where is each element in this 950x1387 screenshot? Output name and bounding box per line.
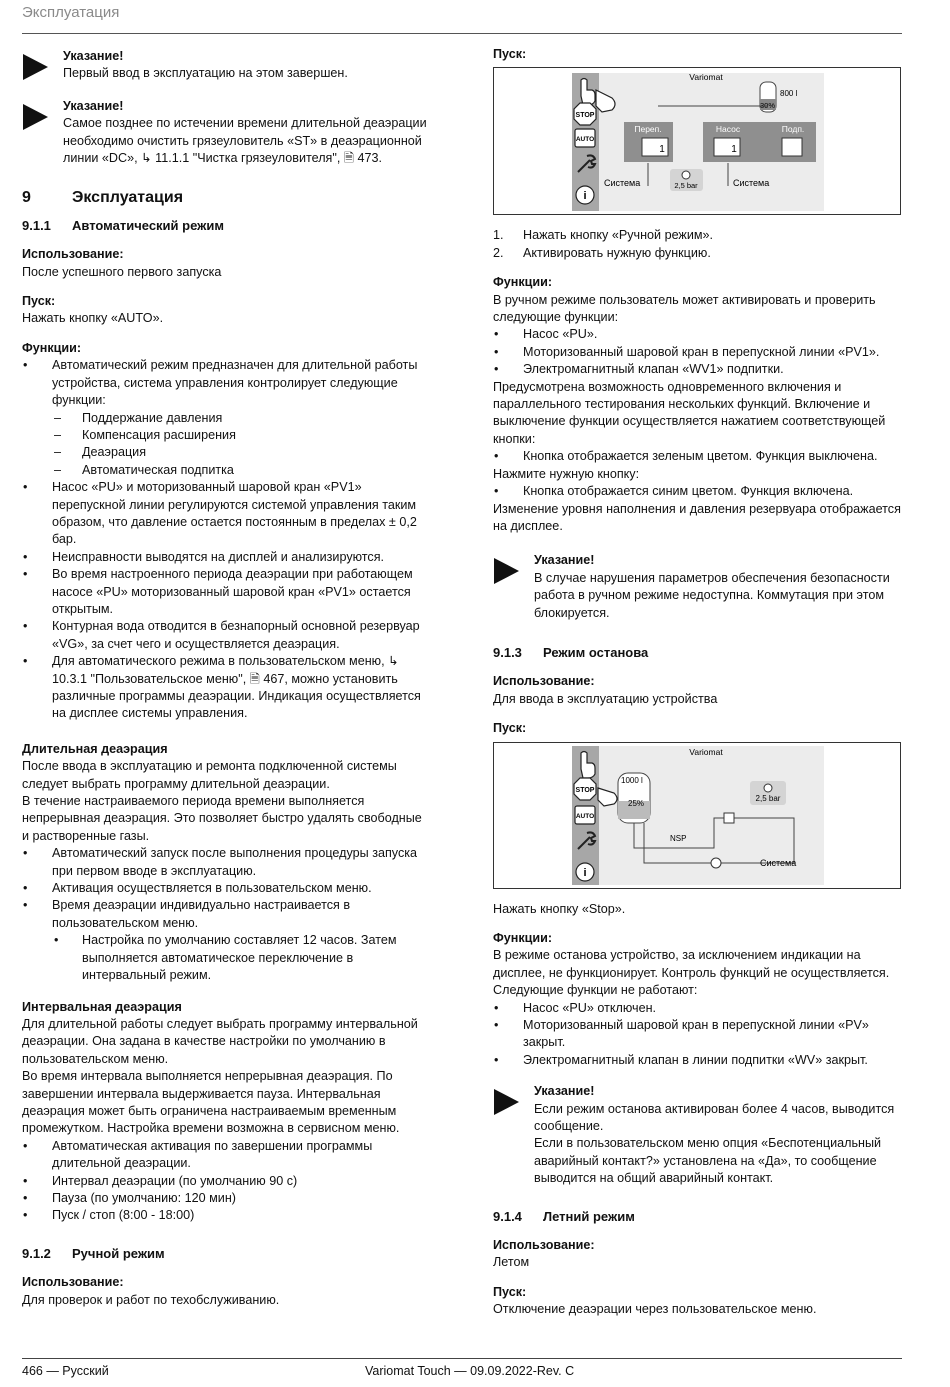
start-label: Пуск: [22, 294, 56, 309]
auto-label: AUTO [575, 136, 595, 144]
info-icon [576, 186, 594, 204]
paragraph: Изменение уровня наполнения и давления резервуара отображается на дисплее. [493, 501, 901, 533]
note-text: Первый ввод в эксплуатацию на этом завершен. [63, 66, 348, 81]
system-label-right: Система [733, 178, 770, 189]
stop-sign-icon [574, 778, 596, 800]
use-text: Для проверок и работ по техобслуживанию. [22, 1292, 280, 1307]
use-text: Для ввода в эксплуатацию устройства [493, 691, 718, 706]
subsection-title: Летний режим [543, 1208, 635, 1224]
system-label-left: Система [604, 178, 641, 189]
refill-valve-icon [782, 138, 802, 156]
list-item: • Автоматический запуск после выполнения процедуры запуска при первом вводе в эксплуатацию. [22, 845, 432, 880]
screen-title: Variomat [689, 72, 723, 83]
paragraph: Предусмотрена возможность одновременного включения и параллельного тестирования нескольких функций. Включение и выключение функции осуществляется нажатием соответствующей кнопки: [493, 379, 886, 446]
note-text: Если режим останова активирован более 4 часов, выводится сообщение. [534, 1101, 895, 1134]
section-title: Эксплуатация [72, 189, 184, 207]
nsp-label: NSP [670, 833, 687, 843]
button-state-list [493, 448, 903, 465]
stop-label: STOP [575, 786, 595, 794]
auto-button-icon [575, 129, 595, 147]
list-item: • Автоматический режим предназначен для длительной работы устройства, система управления контролирует следующие функции: – Поддержание давления – Компенсация расширения – Деаэрация – Автоматическая подпитка [22, 357, 432, 479]
functions-label: Функции: [493, 930, 553, 945]
vessel-volume: 1000 l [621, 775, 643, 785]
gauge-icon [682, 171, 690, 179]
note-title: Указание! [534, 553, 595, 568]
use-label: Использование: [22, 1275, 124, 1290]
start-text: Отключение деаэрации через пользовательское меню. [493, 1302, 817, 1317]
subsection-title: Автоматический режим [72, 217, 224, 233]
use-label: Использование: [493, 674, 595, 689]
paragraph: В ручном режиме пользователь может активировать и проверить следующие функции: [493, 292, 876, 325]
screen-title: Variomat [689, 746, 723, 757]
figure-stop-mode [493, 742, 901, 889]
pump-button-label: Насос [715, 124, 741, 135]
auto-button-icon [575, 806, 595, 824]
paragraph: Нажмите нужную кнопку: [493, 466, 640, 481]
use-label: Использование: [22, 247, 124, 262]
list-item: • Насос «PU» и моторизованный шаровой кран «PV1» перепускной линии регулируются системой управления таким образом, что давление остается постоянным в пределах ± 0,2 бар. [22, 479, 432, 549]
paragraph: В течение настраиваемого периода времени выполняется непрерывная деаэрация. Это позволяет быстро удалять свободные и растворенные газы. [22, 794, 422, 843]
interval-deaeration-label: Интервальная деаэрация [22, 999, 182, 1014]
note-arrow-icon [494, 558, 519, 584]
list-item: – Автоматическая подпитка [52, 462, 432, 479]
sub-list [52, 932, 432, 984]
note-text: Если в пользовательском меню опция «Беспотенциальный аварийный контакт?» установлена на «Да», то сообщение выводится на общий аварийный контакт. [534, 1136, 882, 1186]
list-item: 1. Нажать кнопку «Ручной режим». [493, 228, 714, 243]
note-arrow-icon [494, 1089, 519, 1115]
subsection-heading-912 [22, 1245, 432, 1262]
functions-list [22, 357, 432, 723]
steps-list [493, 227, 903, 262]
pressure-value: 2,5 bar [755, 793, 781, 803]
list-item: 2. Активировать нужную функцию. [493, 245, 711, 260]
left-column [22, 44, 432, 1309]
list-item: • Автоматическая активация по завершении программы длительной деаэрации. [22, 1138, 432, 1173]
note-line: линии «DC», ↳ 11.1.1 "Чистка грязеуловителя", 🗎 473. [63, 151, 382, 166]
figure-manual-mode [493, 67, 901, 215]
note-title: Указание! [63, 49, 124, 63]
list-item: • Для автоматического режима в пользовательском меню, ↳ 10.3.1 "Пользовательское меню", 🗎 467, можно установить различные программы деаэрации. Индикация осуществляется на дисплее системы управления. [22, 653, 432, 723]
list-item: • Насос «PU». [493, 326, 903, 343]
refill-button-label: Подп. [781, 124, 805, 135]
info-icon [576, 863, 594, 881]
list-item: • Электромагнитный клапан в линии подпитки «WV» закрыт. [493, 1052, 903, 1069]
button-state-list [493, 483, 903, 500]
stop-sign-icon [574, 103, 596, 125]
start-label: Пуск: [493, 721, 527, 736]
subsection-heading-913 [493, 644, 903, 661]
bypass-button-label: Переп. [634, 124, 662, 135]
footer-page-number: 466 — Русский [22, 1364, 109, 1378]
list-item: • Интервал деаэрации (по умолчанию 90 с) [22, 1173, 432, 1190]
svg-text:i: i [583, 866, 587, 879]
header-divider [22, 33, 902, 34]
pump-value: 1 [731, 144, 737, 156]
pump-icon [711, 858, 721, 868]
list-item: • Активация осуществляется в пользовательском меню. [22, 880, 432, 897]
functions-list [493, 326, 903, 378]
long-deaeration-list [22, 845, 432, 984]
note-line: Самое позднее по истечении времени длительной деаэрации [63, 116, 427, 131]
vessel-level: 25% [628, 798, 645, 808]
list-item: • Контурная вода отводится в безнапорный основной резервуар «VG», за счет чего и осуществляется деаэрация. [22, 618, 432, 653]
stop-mode-screen [494, 743, 900, 888]
subsection-heading-911 [22, 217, 432, 234]
dash-list [52, 410, 432, 480]
note-strainer [22, 98, 432, 168]
vessel-level: 30% [760, 101, 776, 111]
use-text: После успешного первого запуска [22, 264, 222, 279]
manual-mode-screen [494, 68, 900, 214]
subsection-title: Ручной режим [72, 1245, 165, 1261]
footer-divider [22, 1358, 902, 1359]
start-text: Нажать кнопку «AUTO». [22, 311, 164, 326]
list-item: • Настройка по умолчанию составляет 12 часов. Затем выполняется автоматическое переключение в интервальный режим. [52, 932, 432, 984]
bypass-value: 1 [659, 144, 665, 156]
list-item: • Пуск / стоп (8:00 - 18:00) [22, 1207, 432, 1224]
svg-text:i: i [583, 190, 587, 203]
system-label: Система [760, 857, 797, 868]
section-heading [22, 189, 432, 206]
list-item: • Электромагнитный клапан «WV1» подпитки. [493, 361, 903, 378]
paragraph: После ввода в эксплуатацию и ремонта подключенной системы следует выбрать программу длительной деаэрации. [22, 759, 397, 791]
pressure-value: 2,5 bar [674, 181, 698, 191]
stop-instruction: Нажать кнопку «Stop». [493, 901, 626, 916]
footer-document-info: Variomat Touch — 09.09.2022-Rev. C [365, 1364, 575, 1378]
subsection-number: 9.1.3 [493, 644, 522, 660]
paragraph: Во время интервала выполняется непрерывная деаэрация. По завершении интервала выдерживается пауза. Интервальная деаэрация может быть ограничена настраиваемым временным промежутком. Настройка времени возможна в сервисном меню. [22, 1069, 400, 1136]
interval-list [22, 1138, 432, 1225]
note-line: необходимо очистить грязеуловитель «ST» в деаэрационной [63, 133, 422, 148]
valve-icon [724, 813, 734, 823]
note-title: Указание! [63, 98, 124, 113]
note-text: В случае нарушения параметров обеспечения безопасности работа в ручном режиме недоступна. Коммутация при этом блокируется. [534, 570, 890, 620]
right-column [493, 44, 903, 1319]
disabled-functions-list [493, 1000, 903, 1070]
list-item: • Моторизованный шаровой кран в перепускной линии «PV» закрыт. [493, 1017, 903, 1052]
note-arrow-icon [23, 104, 48, 130]
auto-label: AUTO [575, 812, 595, 820]
start-label: Пуск: [493, 47, 527, 61]
list-item: – Деаэрация [52, 444, 432, 461]
start-label: Пуск: [493, 1284, 527, 1299]
list-item: • Во время настроенного периода деаэрации при работающем насосе «PU» моторизованный шаровой кран «PV1» остается открытым. [22, 566, 432, 618]
list-item: • Насос «PU» отключен. [493, 1000, 903, 1017]
header-title: Эксплуатация [22, 4, 120, 21]
note-stop-duration [493, 1083, 903, 1187]
use-text: Летом [493, 1255, 530, 1270]
functions-label: Функции: [22, 340, 82, 355]
vessel-volume: 800 l [780, 89, 798, 99]
list-item: – Компенсация расширения [52, 427, 432, 444]
note-first-commissioning [22, 48, 432, 83]
subsection-number: 9.1.1 [22, 217, 51, 233]
long-deaeration-label: Длительная деаэрация [22, 741, 168, 756]
list-item: • Время деаэрации индивидуально настраивается в пользовательском меню. • Настройка по умолчанию составляет 12 часов. Затем выполняется автоматическое переключение в интервальный режим. [22, 897, 432, 984]
stop-label: STOP [575, 112, 595, 120]
paragraph: Следующие функции не работают: [493, 983, 698, 998]
section-number: 9 [22, 189, 31, 207]
paragraph: Для длительной работы следует выбрать программу интервальной деаэрации. Она задана в качестве настройки по умолчанию в пользовательском меню. [22, 1016, 418, 1066]
list-item: • Моторизованный шаровой кран в перепускной линии «PV1». [493, 344, 903, 361]
use-label: Использование: [493, 1238, 595, 1253]
subsection-title: Режим останова [543, 644, 649, 660]
subsection-number: 9.1.2 [22, 1245, 51, 1261]
subsection-heading-914 [493, 1208, 903, 1225]
list-item: • Кнопка отображается синим цветом. Функция включена. [493, 483, 903, 500]
note-arrow-icon [23, 54, 48, 80]
list-item: • Пауза (по умолчанию: 120 мин) [22, 1190, 432, 1207]
paragraph: В режиме останова устройство, за исключением индикации на дисплее, не функционирует. Контроль функций не осуществляется. [493, 948, 890, 980]
list-item: • Кнопка отображается зеленым цветом. Функция выключена. [493, 448, 903, 465]
note-title: Указание! [534, 1084, 595, 1099]
functions-label: Функции: [493, 275, 553, 290]
gauge-icon [764, 784, 772, 792]
list-item: – Поддержание давления [52, 410, 432, 427]
note-safety [493, 552, 903, 622]
list-item: • Неисправности выводятся на дисплей и анализируются. [22, 549, 432, 566]
subsection-number: 9.1.4 [493, 1208, 522, 1224]
